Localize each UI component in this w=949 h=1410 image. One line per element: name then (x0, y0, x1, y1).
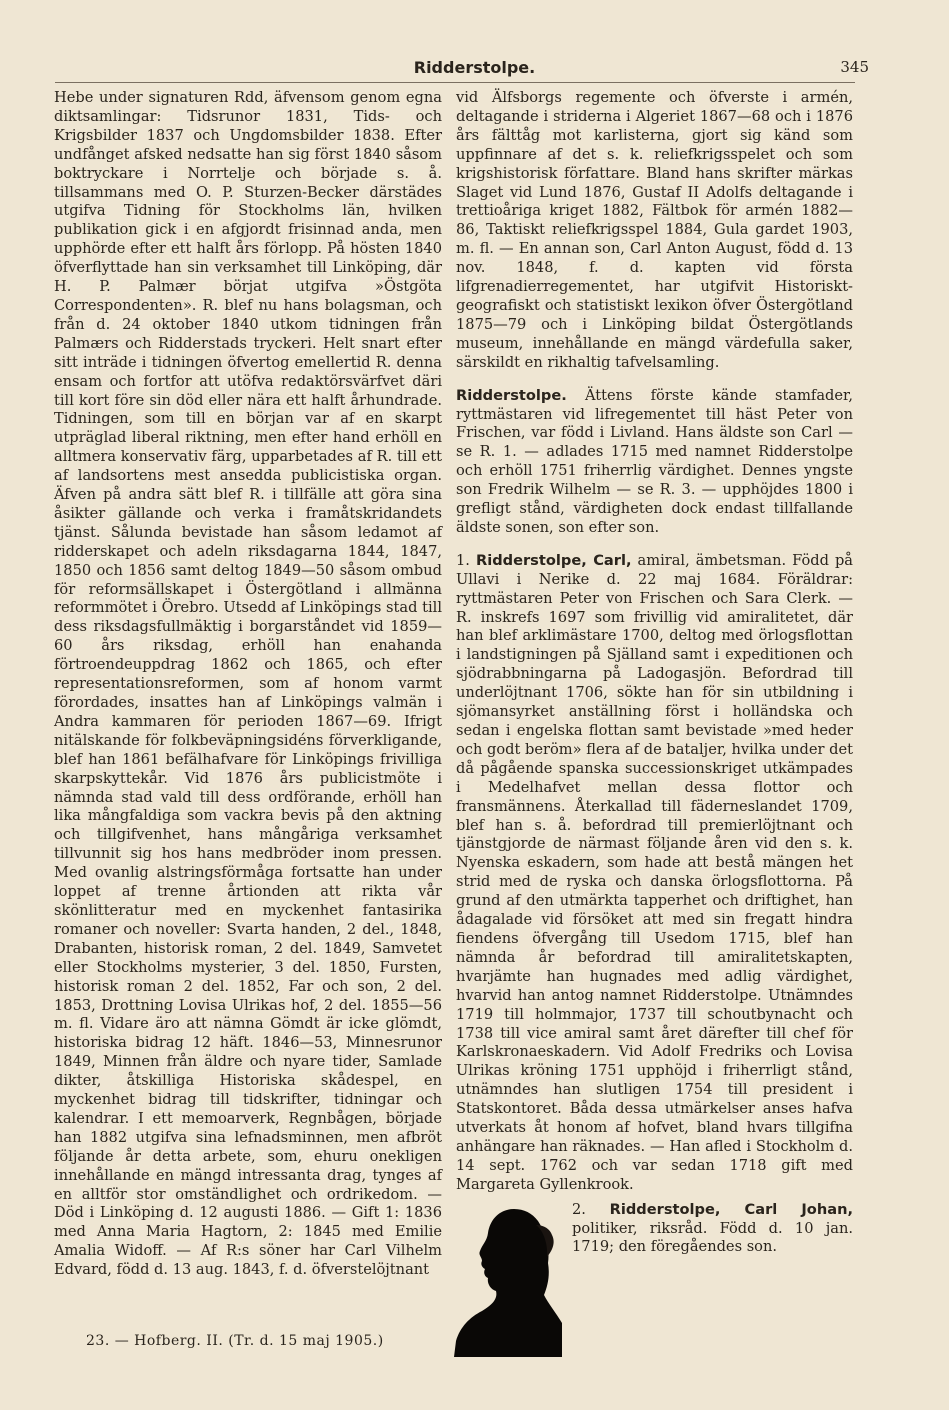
signature-text: — Hofberg. II. (Tr. d. 15 maj 1905.) (114, 1333, 384, 1349)
entry-1-heading: Ridderstolpe, Carl, (475, 551, 632, 569)
entry-1 (456, 552, 853, 1195)
entry-1-text: amiral, ämbetsman. Född på Ullavi i Nerike d. 22 maj 1684. Föräldrar: ryttmästaren Peter von Frischen och Sara Clerk. — R. inskrefs 1697 som frivillig vid amiralitetet, där han blef arklimästare 1700, deltog med örlogsflottan i landstigningen på Själland samt i expeditionen och sjödrabbningarna på Ladogasjön. Befordrad till underlöjtnant 1706, sökte han för sin utbildning i sjömansyrket anställning först i holländska och sedan i engelska flottan samt bevistade »med heder och godt beröm» flera af de bataljer, hvilka under det då pågående spanska successionskriget utkämpades i Medelhafvet mellan dessa flottor och fransmännens. Återkallad till fäderneslandet 1709, blef han s. å. befordrad till premierlöjtnant och tjänstgjorde de närmast följande åren vid den s. k. Nyenska eskadern, som hade att bestå mängen het strid med de ryska och danska örlogsflottorna. På grund af den utmärkta tapperhet och driftighet, han ådagalade vid försöket att med sin fregatt hindra fiendens öfvergång till Usedom 1715, blef han nämnda år befordrad till amiralitetskapten, hvarjämte han hugnades med adlig värdighet, hvarvid han antog namnet Ridderstolpe. Utnämndes 1719 till holmmajor, 1737 till schoutbynacht och 1738 till vice amiral samt året därefter till chef för Karlskronaeskadern. Vid Adolf Fredriks och Lovisa Ulrikas kröning 1751 upphöjd i friherrligt stånd, utnämndes han slutligen 1754 till president i Statskontoret. Båda dessa utmärkelser anses hafva utverkats åt honom af hofvet, bland hvars tillgifna anhängare han räknades. — Han afled i Stockholm d. 14 sept. 1762 och var sedan 1718 gift med Margareta Gyllenkrook. (456, 551, 854, 1193)
entry-2-number: 2. (572, 1200, 586, 1218)
page-header (0, 58, 949, 82)
entry-1-number: 1. (456, 551, 470, 569)
family-entry (456, 387, 853, 538)
page-number: 345 (840, 58, 869, 76)
entry-2-text: politiker, riksråd. Född d. 10 jan. 1719; den föregåendes son. (572, 1219, 853, 1256)
family-text: Ättens förste kände stamfader, ryttmästaren vid lifregementet till häst Peter von Frischen, var född i Livland. Hans äldste son Carl — se R. 1. — adlades 1715 med namnet Ridderstolpe och erhöll 1751 friherrlig värdighet. Dennes yngste son Fredrik Wilhelm — se R. 3. — upphöjdes 1800 i grefligt stånd, värdigheten dock endast tillfallande äldste sonen, son efter son. (456, 386, 854, 536)
signature-line (86, 1333, 384, 1349)
entry-2-heading: Ridderstolpe, Carl Johan, (609, 1200, 854, 1218)
signature-number: 23. (86, 1333, 110, 1349)
running-title: Ridderstolpe. (413, 58, 536, 77)
right-column (456, 89, 853, 1359)
header-rule (55, 82, 855, 83)
family-heading: Ridderstolpe. (456, 386, 567, 404)
entry-2 (456, 1201, 853, 1258)
left-paragraph: Hebe under signaturen Rdd, äfvensom genom egna diktsamlingar: Tidsrunor 1831, Tids- och Krigsbilder 1837 och Ungdomsbilder 1838. Efter undfånget afsked nedsatte han sig först 1840 såsom boktryckare i Norrtelje och började s. å. tillsammans med O. P. Sturzen-Becker därstädes utgifva Tidning för Stockholms län, hvilken publikation gick i en afgjordt frisinnad anda, men upphörde efter ett halft års förlopp. På hösten 1840 öfverflyttade han sin verksamhet till Linköping, där H. P. Palmær börjat utgifva »Östgöta Correspondenten». R. blef nu hans bolagsman, och från d. 24 oktober 1840 utkom tidningen från Palmærs och Ridderstads tryckeri. Helt snart efter sitt inträde i tidningen öfvertog emellertid R. denna ensam och fortfor att utöfva redaktörsvärfvet däri till kort före sin död eller nära ett halft århundrade. Tidningen, som till en början var af en skarpt utpräglad liberal riktning, men efter hand erhöll en alltmera konservativ färg, upparbetades af R. till ett af landsortens mest ansedda publicistiska organ. Äfven på andra sätt blef R. i tillfälle att göra sina åsikter gällande och verka i framåtskridandets tjänst. Sålunda bevistade han såsom ledamot af ridderskapet och adeln riksdagarna 1844, 1847, 1850 och 1856 samt deltog 1849—50 såsom ombud för reformsällskapet i Östergötland i allmänna reformmötet i Örebro. Utsedd af Linköpings stad till dess riksdagsfullmäktig i borgarståndet vid 1859—60 års riksdag, erhöll han enahanda förtroendeuppdrag 1862 och 1865, och efter representationsreformen, som af honom varmt förordades, insattes han af Linköpings valmän i Andra kammaren för perioden 1867—69. Ifrigt nitälskande för folkbeväpningsidéns förverkligande, blef han 1861 befälhafvare för Linköpings frivilliga skarpskyttekår. Vid 1876 års publicistmöte i nämnda stad vald till dess ordförande, erhöll han lika mångfaldiga som vackra bevis på den aktning och tillgifvenhet, hans mångåriga verksamhet tillvunnit sig hos hans medbröder inom pressen. Med ovanlig alstringsförmåga fortsatte han under loppet af trenne årtionden att rikta vår skönlitteratur med en myckenhet fantasirika romaner och noveller: Svarta handen, 2 del., 1848, Drabanten, historisk roman, 2 del. 1849, Samvetet eller Stockholms mysterier, 3 del. 1850, Fursten, historisk roman 2 del. 1852, Far och son, 2 del. 1853, Drottning Lovisa Ulrikas hof, 2 del. 1855—56 m. fl. Vidare äro att nämna Gömdt är icke glömdt, historiska bidrag 12 häft. 1846—53, Minnesrunor 1849, Minnen från äldre och nyare tider, Samlade dikter, åtskilliga Historiska skådespel, en myckenhet bidrag till tidskrifter, tidningar och kalendrar. I ett memoarverk, Regnbågen, började han 1882 utgifva sina lefnadsminnen, men afbröt följande år detta arbete, som, ehuru onekligen innehållande en mängd intressanta drag, tynges af en alltför stor omständlighet och ordrikedom. — Död i Linköping d. 12 augusti 1886. — Gift 1: 1836 med Anna Maria Hagtorn, 2: 1845 med Emilie Amalia Widoff. — Af R:s söner har Carl Vilhelm Edvard, född d. 13 aug. 1843, f. d. öfverstelöjtnant (54, 89, 442, 1279)
left-column (54, 89, 442, 1280)
silhouette-portrait-icon (452, 1205, 562, 1357)
right-paragraph-continuation: vid Älfsborgs regemente och öfverste i armén, deltagande i striderna i Algeriet 1867—68 och i 1876 års fälttåg mot karlisterna, gjort sig känd som uppfinnare af det s. k. reliefkrigsspelet och som krigshistorisk författare. Bland hans skrifter märkas Slaget vid Lund 1876, Gustaf II Adolfs deltagande i trettioåriga kriget 1882, Fältbok för armén 1882—86, Taktiskt reliefkrigsspel 1884, Gula gardet 1903, m. fl. — En annan son, Carl Anton August, född d. 13 nov. 1848, f. d. kapten vid första lifgrenadierregementet, har utgifvit Historiskt-geografiskt och statistiskt lexikon öfver Östergötland 1875—79 och i Linköping bildat Östergötlands museum, innehållande en mängd värdefulla saker, särskildt en rikhaltig tafvelsamling. (456, 89, 853, 371)
